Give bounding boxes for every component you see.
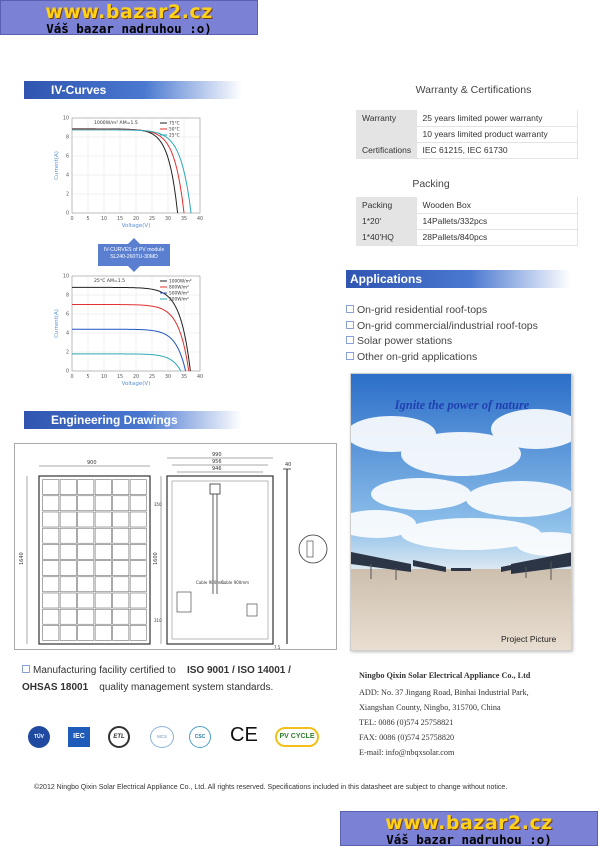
solar-cell (95, 512, 111, 527)
solar-cell (113, 544, 129, 559)
dim-front-width: 900 (87, 460, 97, 466)
legend-label: 75°C (169, 121, 180, 127)
applications-list (346, 303, 586, 365)
iv-series-line (72, 130, 191, 213)
solar-cell (60, 528, 76, 543)
solar-cell (113, 561, 129, 576)
footer-copyright: ©2012 Ningbo Qixin Solar Electrical Appliance Co., Ltd. All rights reserved. Specifications included in this datasheet are subject to change without notice. (34, 784, 508, 791)
company-fax: FAX: 0086 (0)574 25758820 (359, 733, 455, 742)
solar-cell (43, 609, 59, 624)
module-drawing (15, 444, 338, 651)
table-row: 1*40'HQ 28Pallets/840pcs (356, 229, 578, 245)
y-axis-label: Current(A) (54, 309, 60, 338)
solar-cell (130, 593, 146, 608)
engineering-heading: Engineering Drawings (24, 411, 242, 429)
legend-label: 800W/m² (169, 285, 189, 291)
solar-cell (60, 609, 76, 624)
x-tick-label: 5 (86, 217, 90, 222)
solar-cell (113, 528, 129, 543)
solar-cell (95, 480, 111, 495)
x-tick-label: 35 (180, 217, 188, 222)
solar-cell (60, 480, 76, 495)
x-tick-label: 30 (164, 375, 172, 380)
packing-heading: Packing (412, 178, 450, 190)
solar-cell (60, 512, 76, 527)
y-tick-label: 0 (65, 369, 69, 375)
top-banner[interactable] (0, 0, 258, 35)
y-tick-label: 6 (65, 154, 69, 160)
x-tick-label: 30 (164, 217, 172, 222)
solar-cell (78, 544, 94, 559)
table-row: Warranty 25 years limited power warranty (356, 110, 578, 126)
chart-title: 25°C AM=1.5 (94, 279, 126, 284)
cable-a-label: Cable 900mm (196, 580, 225, 585)
solar-cell (43, 480, 59, 495)
solar-cell (43, 528, 59, 543)
legend-label: 25°C (169, 133, 180, 139)
dim-side: 40 (285, 462, 292, 468)
x-tick-label: 10 (100, 375, 108, 380)
etl-logo: ETL (108, 726, 130, 748)
solar-cell (60, 561, 76, 576)
solar-cell (60, 544, 76, 559)
x-tick-label: 20 (132, 375, 140, 380)
iec-logo: IEC (68, 727, 90, 747)
solar-cell (95, 609, 111, 624)
solar-cell (113, 609, 129, 624)
dim-front-height: 1640 (19, 552, 25, 565)
table-row: Packing Wooden Box (356, 197, 578, 213)
dim-frame-width: 946 (212, 466, 222, 472)
ce-logo: CE (230, 724, 258, 746)
solar-cell (113, 512, 129, 527)
y-tick-label: 2 (65, 192, 69, 198)
table-row: Certifications IEC 61215, IEC 61730 (356, 142, 578, 158)
iv-chart-irradiance (50, 268, 220, 393)
solar-cell (130, 480, 146, 495)
company-address-2: Xiangshan County, Ningbo, 315700, China (359, 703, 501, 712)
warranty-heading: Warranty & Certifications (415, 84, 532, 96)
company-info (359, 668, 594, 760)
dim-depth: 7.5 (274, 645, 281, 650)
dim-350: 350 (154, 502, 162, 507)
x-tick-label: 35 (180, 375, 188, 380)
y-tick-label: 4 (65, 331, 69, 337)
project-picture (350, 373, 572, 651)
checkbox-icon (22, 665, 30, 673)
solar-cell (60, 593, 76, 608)
legend-label: 200W/m² (169, 297, 189, 303)
solar-cell (113, 593, 129, 608)
x-tick-label: 5 (86, 375, 90, 380)
y-tick-label: 8 (65, 293, 69, 299)
solar-cell (113, 480, 129, 495)
list-item: Other on-grid applications (346, 350, 586, 366)
x-axis-label: Voltage(V) (121, 223, 151, 229)
dim-back-height: 1600 (153, 552, 159, 565)
solar-cell (60, 625, 76, 640)
solar-cell (78, 512, 94, 527)
solar-cell (78, 496, 94, 511)
iv-series-line (72, 329, 186, 371)
y-axis-label: Current(A) (54, 151, 60, 180)
table-row: 10 years limited product warranty (356, 126, 578, 142)
list-item: Solar power stations (346, 334, 586, 350)
solar-cell (43, 577, 59, 592)
y-tick-label: 6 (65, 312, 69, 318)
checkbox-icon (346, 336, 354, 344)
solar-cell (60, 577, 76, 592)
pv-cycle-logo: PV CYCLE (275, 727, 319, 747)
x-tick-label: 0 (70, 217, 74, 222)
solar-cell (78, 528, 94, 543)
banner-tagline: Váš bazar nadruhou :o) (46, 21, 212, 36)
iv-curves-heading: IV-Curves (24, 81, 242, 99)
dim-310: 310 (154, 618, 162, 623)
x-tick-label: 15 (116, 375, 124, 380)
solar-cell (130, 609, 146, 624)
legend-label: 50°C (169, 127, 180, 133)
x-tick-label: 10 (100, 217, 108, 222)
y-tick-label: 2 (65, 350, 69, 356)
company-tel: TEL: 0086 (0)574 25758821 (359, 718, 454, 727)
dim-back-width: 990 (212, 452, 222, 458)
solar-cell (95, 496, 111, 511)
bottom-banner[interactable] (340, 811, 598, 846)
iv-series-line (72, 305, 189, 372)
solar-cell (43, 496, 59, 511)
x-axis-label: Voltage(V) (121, 381, 151, 387)
y-tick-label: 10 (62, 116, 69, 122)
label-arrow-up (128, 238, 140, 244)
solar-cell (130, 512, 146, 527)
x-tick-label: 20 (132, 217, 140, 222)
solar-cell (130, 577, 146, 592)
company-address-1: ADD: No. 37 Jingang Road, Binhai Industrial Park, (359, 688, 529, 697)
csc-logo: CSC (189, 726, 211, 748)
iv-series-line (72, 129, 184, 213)
solar-cell (130, 561, 146, 576)
table-row: 1*20' 14Pallets/332pcs (356, 213, 578, 229)
solar-cell (43, 544, 59, 559)
solar-cell (130, 496, 146, 511)
solar-cell (78, 593, 94, 608)
solar-cell (78, 577, 94, 592)
solar-cell (78, 561, 94, 576)
solar-cell (113, 577, 129, 592)
banner-url[interactable]: www.bazar2.cz (385, 812, 553, 834)
warranty-table (356, 110, 578, 159)
mcs-logo: MCS (150, 726, 174, 748)
solar-cell (78, 480, 94, 495)
x-tick-label: 15 (116, 217, 124, 222)
dim-inner-width: 956 (212, 459, 222, 465)
solar-cell (95, 593, 111, 608)
solar-cell (113, 625, 129, 640)
x-tick-label: 0 (70, 375, 74, 380)
solar-cell (43, 625, 59, 640)
iv-series-line (72, 354, 181, 371)
x-tick-label: 25 (148, 375, 156, 380)
engineering-drawing-box (14, 443, 337, 650)
solar-cell (95, 561, 111, 576)
chart-title: 1000W/m² AM=1.5 (94, 121, 138, 126)
legend-label: 500W/m² (169, 291, 189, 297)
solar-field-image (351, 374, 572, 651)
solar-cell (130, 625, 146, 640)
y-tick-label: 4 (65, 173, 69, 179)
solar-cell (95, 528, 111, 543)
x-tick-label: 40 (196, 217, 204, 222)
legend-label: 1000W/m² (169, 279, 192, 285)
solar-cell (60, 496, 76, 511)
solar-cell (130, 544, 146, 559)
tuv-logo: TÜV (28, 726, 50, 748)
solar-cell (113, 496, 129, 511)
banner-tagline: Váš bazar nadruhou :o) (386, 832, 552, 847)
checkbox-icon (346, 305, 354, 313)
company-email[interactable]: E-mail: info@nbqxsolar.com (359, 748, 455, 757)
solar-cell (95, 577, 111, 592)
y-tick-label: 0 (65, 211, 69, 217)
solar-cell (78, 609, 94, 624)
banner-url[interactable]: www.bazar2.cz (45, 1, 213, 23)
y-tick-label: 10 (62, 274, 69, 280)
company-name: Ningbo Qixin Solar Electrical Appliance Co., Ltd (359, 671, 531, 680)
x-tick-label: 40 (196, 375, 204, 380)
iv-chart-temperature (50, 110, 220, 235)
list-item: On-grid commercial/industrial roof-tops (346, 319, 586, 335)
solar-cell (43, 561, 59, 576)
cable-b-label: Cable 900mm (221, 580, 250, 585)
solar-cell (130, 528, 146, 543)
photo-caption: Project Picture (501, 634, 557, 644)
solar-cell (78, 625, 94, 640)
solar-cell (95, 625, 111, 640)
list-item: On-grid residential roof-tops (346, 303, 586, 319)
packing-table (356, 197, 578, 246)
certification-statement: Manufacturing facility certified to ISO 9001 / ISO 14001 / OHSAS 18001 quality management system standards. (22, 665, 291, 693)
x-tick-label: 25 (148, 217, 156, 222)
checkbox-icon (346, 321, 354, 329)
solar-cell (95, 544, 111, 559)
checkbox-icon (346, 352, 354, 360)
y-tick-label: 8 (65, 135, 69, 141)
solar-cell (43, 512, 59, 527)
solar-cell (43, 593, 59, 608)
applications-heading: Applications (346, 270, 571, 288)
iv-module-label: IV-CURVES of PV module SL240-260TU-30MD (98, 244, 170, 266)
photo-slogan: Ignite the power of nature (394, 398, 530, 412)
